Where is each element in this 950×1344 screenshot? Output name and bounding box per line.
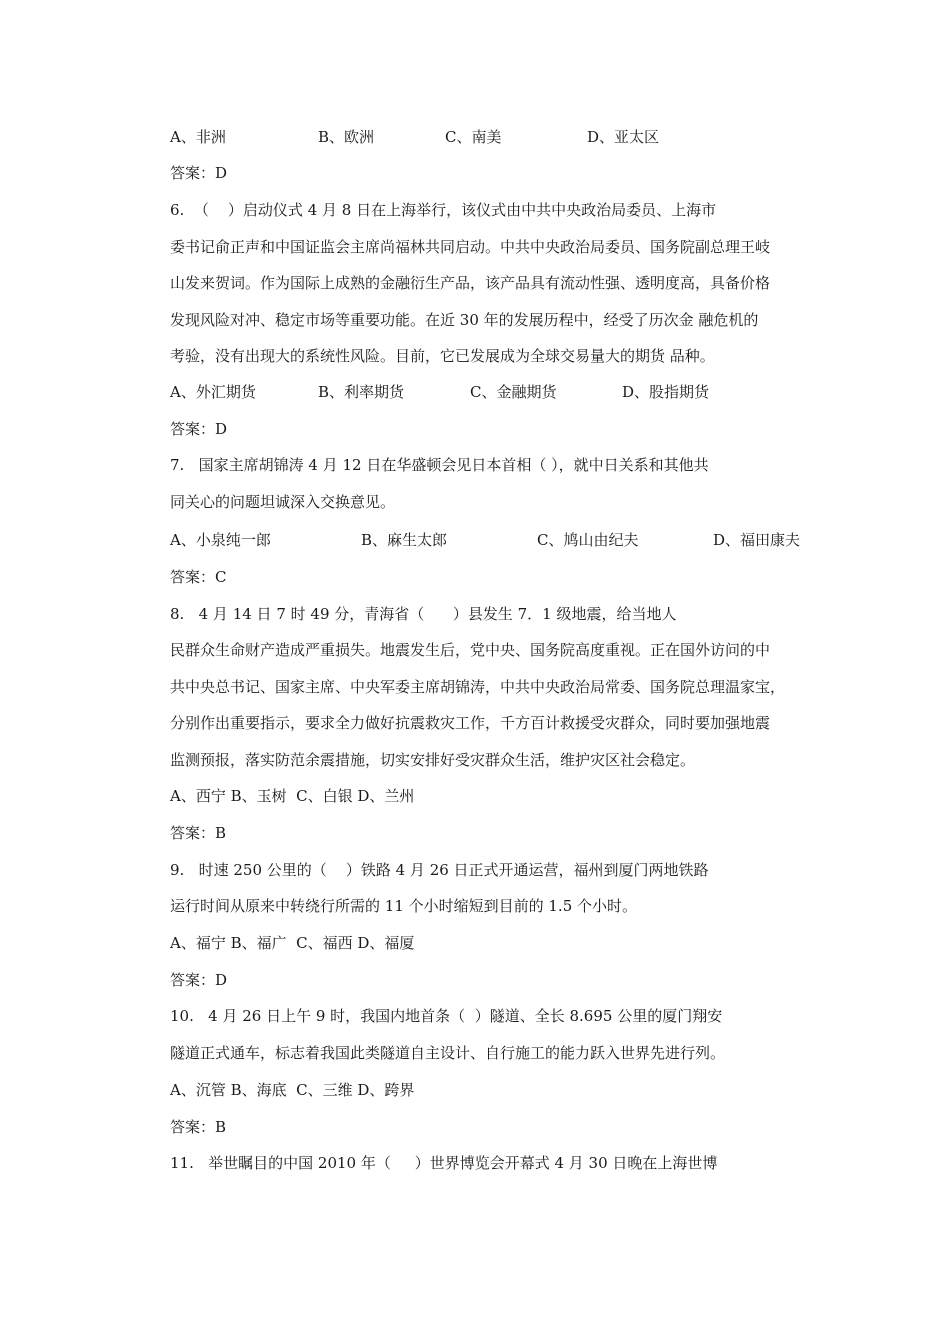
- q5-option-b: B、欧洲: [318, 128, 375, 146]
- q6-text-line: 考验，没有出现大的系统性风险。目前，它已发展成为全球交易量大的期货 品种。: [170, 347, 715, 365]
- q7-text-line: 7. 国家主席胡锦涛 4 月 12 日在华盛顿会见日本首相（ ），就中日关系和其他共: [170, 456, 709, 474]
- q5-option-d: D、亚太区: [587, 128, 660, 146]
- q8-options: A、西宁 B、玉树 C、白银 D、兰州: [170, 787, 415, 805]
- q11-text-line: 11. 举世瞩目的中国 2010 年（ ）世界博览会开幕式 4 月 30 日晚在上海世博: [170, 1154, 718, 1172]
- q7-option-a: A、小泉纯一郎: [170, 531, 271, 549]
- q10-text-line: 10. 4 月 26 日上午 9 时，我国内地首条（ ）隧道、全长 8.695 公里的厦门翔安: [170, 1007, 723, 1025]
- q6-option-c: C、金融期货: [470, 383, 557, 401]
- q6-text-line: 发现风险对冲、稳定市场等重要功能。在近 30 年的发展历程中，经受了历次金 融危机的: [170, 311, 759, 329]
- q7-option-b: B、麻生太郎: [361, 531, 448, 549]
- q6-option-a: A、外汇期货: [170, 383, 256, 401]
- q10-answer: 答案：B: [170, 1118, 227, 1136]
- q6-answer: 答案：D: [170, 420, 228, 438]
- q8-text-line: 监测预报，落实防范余震措施，切实安排好受灾群众生活，维护灾区社会稳定。: [170, 751, 696, 769]
- q10-options: A、沉管 B、海底 C、三维 D、跨界: [170, 1081, 415, 1099]
- q8-text-line: 民群众生命财产造成严重损失。地震发生后，党中央、国务院高度重视。正在国外访问的中: [170, 641, 771, 659]
- q5-answer: 答案：D: [170, 164, 228, 182]
- q6-option-b: B、利率期货: [318, 383, 405, 401]
- q8-answer: 答案：B: [170, 824, 227, 842]
- q8-text-line: 8. 4 月 14 日 7 时 49 分，青海省（ ）县发生 7．1 级地震，给当地人: [170, 605, 677, 623]
- q7-answer: 答案：C: [170, 568, 227, 586]
- q8-text-line: 分别作出重要指示，要求全力做好抗震救灾工作，千方百计救援受灾群众，同时要加强地震: [170, 714, 771, 732]
- q6-text-line: 委书记俞正声和中国证监会主席尚福林共同启动。中共中央政治局委员、国务院副总理王岐: [170, 238, 771, 256]
- q6-option-d: D、股指期货: [622, 383, 710, 401]
- q8-text-line: 共中央总书记、国家主席、中央军委主席胡锦涛，中共中央政治局常委、国务院总理温家宝，: [170, 678, 786, 696]
- q9-text-line: 运行时间从原来中转绕行所需的 11 个小时缩短到目前的 1.5 个小时。: [170, 897, 638, 915]
- q7-text-line: 同关心的问题坦诚深入交换意见。: [170, 493, 396, 511]
- q9-text-line: 9. 时速 250 公里的（ ）铁路 4 月 26 日正式开通运营，福州到厦门两地铁路: [170, 861, 709, 879]
- q9-answer: 答案：D: [170, 971, 228, 989]
- q5-option-a: A、非洲: [170, 128, 226, 146]
- q6-text-line: 山发来贺词。作为国际上成熟的金融衍生产品，该产品具有流动性强、透明度高，具备价格: [170, 274, 771, 292]
- q7-option-c: C、鸠山由纪夫: [537, 531, 639, 549]
- q6-text-line: 6. （ ）启动仪式 4 月 8 日在上海举行，该仪式由中共中央政治局委员、上海市: [170, 201, 717, 219]
- q7-option-d: D、福田康夫: [713, 531, 801, 549]
- q9-options: A、福宁 B、福广 C、福西 D、福厦: [170, 934, 415, 952]
- q5-option-c: C、南美: [445, 128, 502, 146]
- q10-text-line: 隧道正式通车，标志着我国此类隧道自主设计、自行施工的能力跃入世界先进行列。: [170, 1044, 726, 1062]
